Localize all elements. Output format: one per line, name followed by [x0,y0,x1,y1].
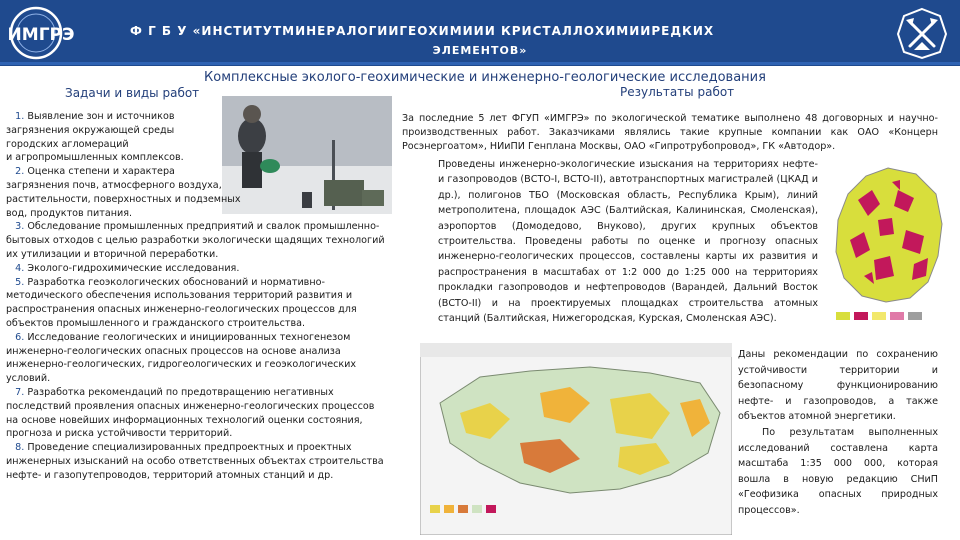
task-item: 7. Разработка рекомендаций по предотвращению негативных [15,386,334,398]
header-stripe [0,62,960,65]
russia-hazard-map [420,343,732,535]
results-paragraph-1: За последние 5 лет ФГУП «ИМГРЭ» по экологической тематике выполнено 48 договорных и научно-производственных работ. Заказчиками являлись такие крупные компании как ОАО «Концерн Росэнергоатом», НИиПИ Генплана Москвы, ОАО «Гипротрубопровод», ГК «Автодор». [402,113,938,152]
task-item-line: городских агломераций [6,138,129,150]
results-paragraph-2: Проведены инженерно-экологические изыскания на территориях нефте- и газопроводов (ВСТО-I, ВСТО-II), автотранспортных магистралей (ЦКАД и др.), полигонов ТБО (Московская область, Республика Крым), линий метрополитена, площадок АЭС (Балтийская, Калининская, Смоленская), аэропортов (Домодедово, Внуково), других крупных объектов строительства. Проведены работы по оценке и прогнозу опасных инженерно-геологических процессов, составлены карты их развития и распространения в масштабах от 1:2 000 до 1:25 000 на территориях прокладки газопроводов и нефтепроводов (Варандей, Дальний Восток (ВСТО-II) и на проектируемых площадках строительства атомных станций (Балтийская, Нижегородская, Курская, Смоленская АЭС). [438,159,818,325]
task-item-line: методического обеспечения использования территорий развития и [6,290,353,302]
task-item-line: прогноза и риска устойчивости территорий. [6,428,233,440]
task-item-line: распространения опасных инженерно-геологических процессов для [6,304,357,316]
results-paragraph-3: Даны рекомендации по сохранению устойчивости территории и безопасному функционированию нефте- и газопроводов, а также объектов атомной энергетики. [738,349,938,423]
task-item-line: условий. [6,373,51,385]
results-heading: Результаты работ [620,85,735,99]
task-item-line: нефте- и газопутепроводов, территорий атомных станций и др. [6,469,334,481]
task-item-line: их утилизации и вторичной переработки. [6,248,219,260]
task-item: 5. Разработка геоэкологических обоснований и нормативно- [15,276,325,288]
task-item-line: вод, продуктов питания. [6,207,133,219]
task-item-line: инженерно-геологических, гидрогеологических и геоэкологических [6,359,357,371]
tasks-list [6,110,426,483]
results-recommendations [738,347,938,519]
task-item-line: инженерных изысканий на особо ответственных объектах строительства [6,455,384,467]
task-item-line: и агропромышленных комплексов. [6,152,184,164]
imgre-logo [8,6,74,60]
task-item: 6. Исследование геологических и инициированных техногенезом [15,331,351,343]
moscow-hazard-map [828,160,948,336]
task-item-line: инженерно-геологических опасных процессов на основе анализа [6,345,341,357]
task-item-line: на основе новейших информационных технологий оценки состояния, [6,414,363,426]
results-paragraph-4: По результатам выполненных исследований составлена карта масштаба 1:35 000 000, которая вошла в новую редакцию СНиП «Геофизика опасных природных процессов». [738,426,938,516]
org-name-line2: ЭЛЕМЕНТОВ» [432,44,528,57]
task-item: 1. Выявление зон и источников [15,111,175,122]
geology-emblem-icon [892,6,952,60]
page-title: Комплексные эколого-геохимические и инженерно-геологические исследования [204,70,766,85]
tasks-heading: Задачи и виды работ [65,86,200,100]
task-item: 8. Проведение специализированных предпроектных и проектных [15,442,352,454]
task-item-line: загрязнения почв, атмосферного воздуха, [6,179,222,191]
task-item-line: бытовых отходов с целью разработки экологически щадящих технологий [6,235,385,247]
task-item: 2. Оценка степени и характера [15,166,175,178]
logo-text: ИМГРЭ [8,25,74,45]
task-item: 4. Эколого-гидрохимические исследования. [15,262,240,274]
task-item-line: растительности, поверхностных и подземных [6,193,241,205]
task-item-line: последствий проявления опасных инженерно-геологических процессов [6,400,375,412]
task-item-line: загрязнения окружающей среды [6,124,175,136]
task-item-line: объектов промышленного и гражданского строительства. [6,317,306,329]
task-item: 3. Обследование промышленных предприятий и свалок промышленно- [15,221,380,233]
org-name-line1: Ф Г Б У «ИНСТИТУТМИНЕРАЛОГИИГЕОХИМИИИ КРИСТАЛЛОХИМИИРЕДКИХ [130,24,715,38]
